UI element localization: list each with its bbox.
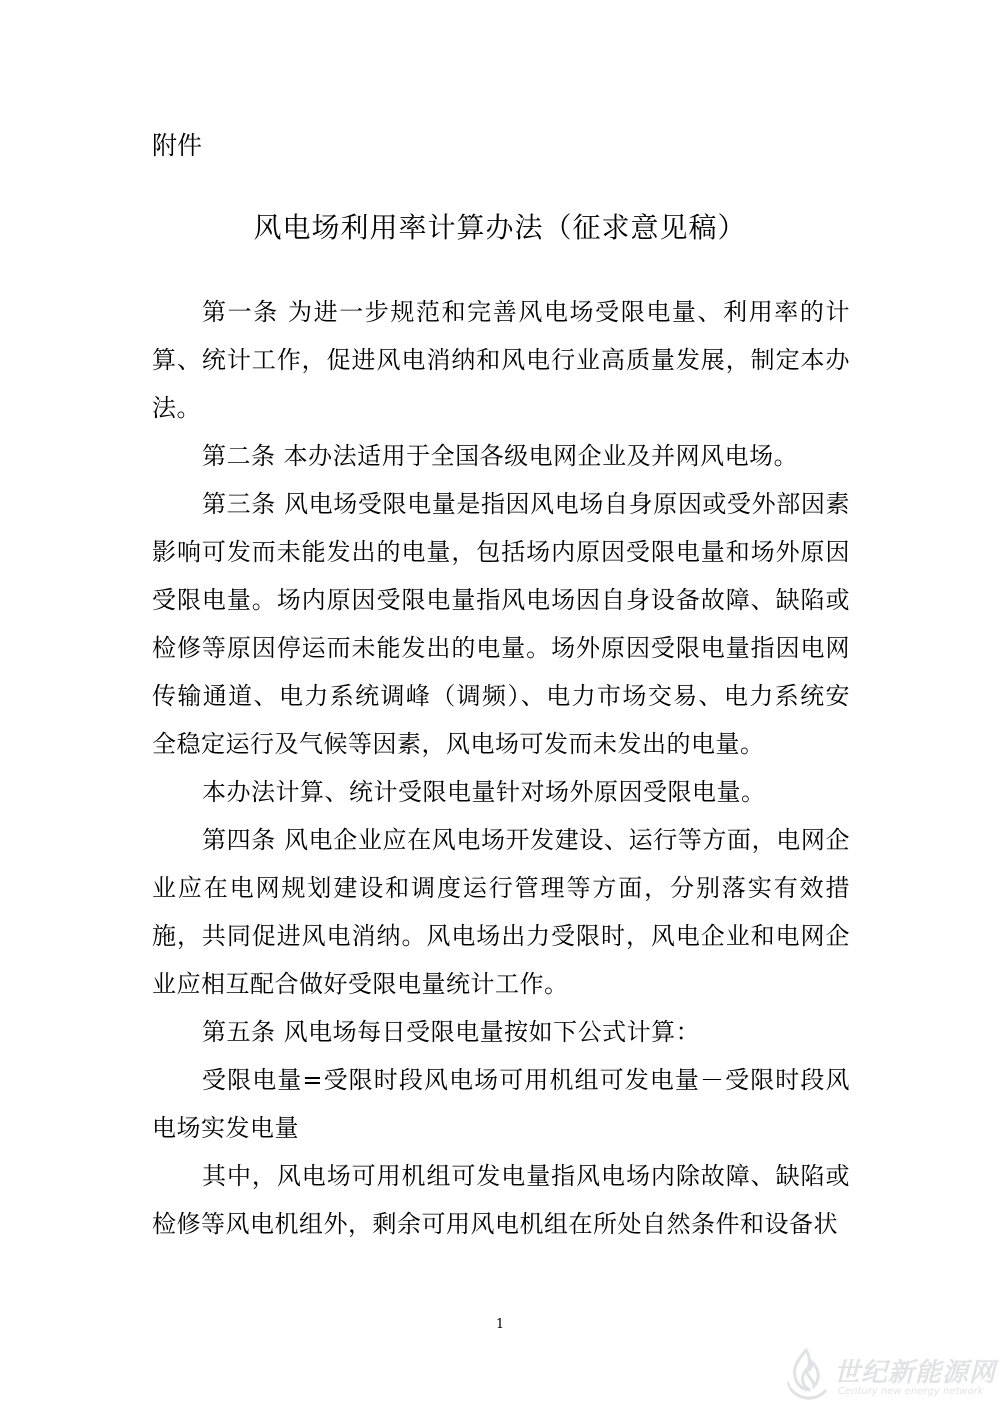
paragraph-article-3: 第三条 风电场受限电量是指因风电场自身原因或受外部因素影响可发而未能发出的电量，包括场内原因受限电量和场外原因受限电量。场内原因受限电量指风电场因自身设备故障、缺陷或检修等原因停运而未能发出的电量。场外原因受限电量指因电网传输通道、电力系统调峰（调频）、电力市场交易、电力系统安全稳定运行及气候等因素，风电场可发而未发出的电量。 <box>152 490 850 758</box>
paragraph-article-4: 第四条 风电企业应在风电场开发建设、运行等方面，电网企业应在电网规划建设和调度运行管理等方面，分别落实有效措施，共同促进风电消纳。风电场出力受限时，风电企业和电网企业应相互配合做好受限电量统计工作。 <box>152 826 850 998</box>
watermark-name-cn: 世纪新能源网 <box>834 1358 997 1388</box>
document-body <box>152 288 850 1248</box>
paragraph-article-1: 第一条 为进一步规范和完善风电场受限电量、利用率的计算、统计工作，促进风电消纳和风电行业高质量发展，制定本办法。 <box>152 298 850 422</box>
page-number: 1 <box>495 1317 505 1332</box>
attachment-label: 附件 <box>152 131 203 160</box>
document-title: 风电场利用率计算办法（征求意见稿） <box>253 211 747 244</box>
paragraph-article-5: 第五条 风电场每日受限电量按如下公式计算： <box>202 1018 701 1046</box>
paragraph-scope-note: 本办法计算、统计受限电量针对场外原因受限电量。 <box>202 778 766 806</box>
paragraph-definition: 其中，风电场可用机组可发电量指风电场内除故障、缺陷或检修等风电机组外，剩余可用风电机组在所处自然条件和设备状 <box>152 1162 850 1238</box>
paragraph-formula: 受限电量=受限时段风电场可用机组可发电量－受限时段风电场实发电量 <box>152 1066 850 1142</box>
flame-logo-icon <box>782 1346 830 1404</box>
paragraph-article-2: 第二条 本办法适用于全国各级电网企业及并网风电场。 <box>202 442 799 470</box>
watermark-name-en: Century new energy network <box>838 1386 984 1397</box>
watermark <box>782 1342 997 1408</box>
